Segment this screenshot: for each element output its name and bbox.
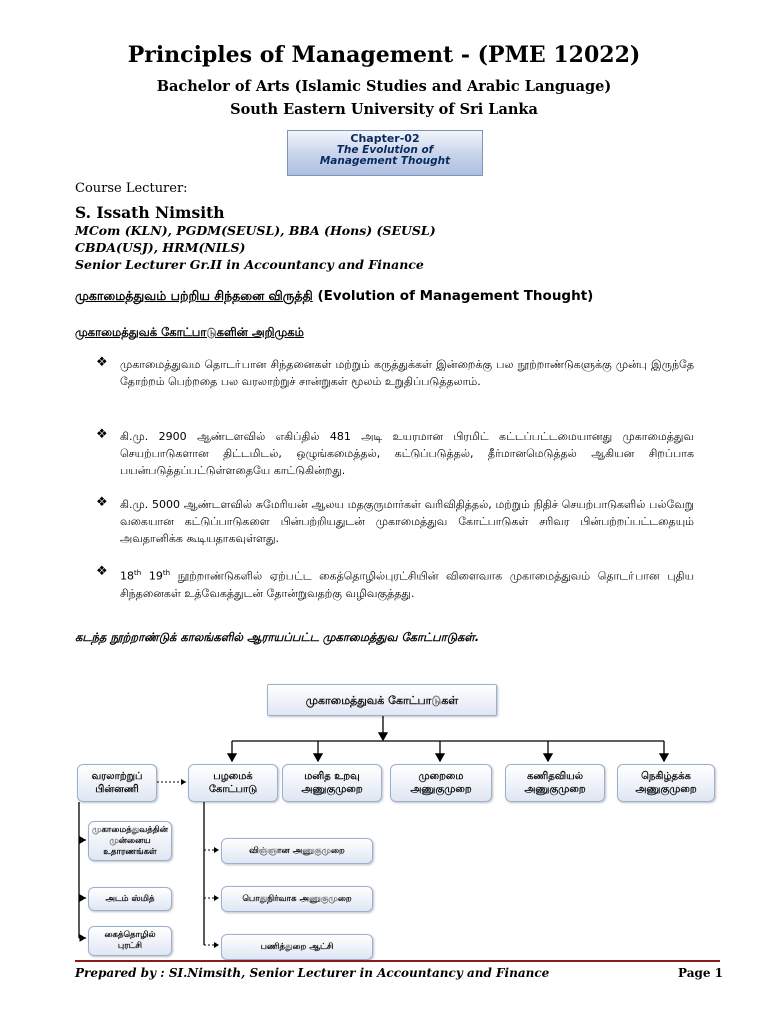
- century-18: 18: [120, 569, 134, 583]
- university-subtitle: South Eastern University of Sri Lanka: [230, 101, 538, 118]
- footer-page-number: Page 1: [678, 966, 724, 980]
- chapter-title-line2: Management Thought: [319, 155, 451, 167]
- node-administrative-approach: பொதுநிர்வாக அணுகுமுறை: [221, 886, 373, 912]
- node-early-examples: முகாமைத்துவத்தின் முன்னைய உதாரணங்கள்: [88, 821, 172, 861]
- node-industrial-revolution: கைத்தொழில் புரட்சி: [88, 926, 172, 956]
- chapter-label: Chapter-02: [350, 132, 420, 145]
- node-adam-smith: அடம் ஸ்மித்: [88, 887, 172, 911]
- lecturer-position: Senior Lecturer Gr.II in Accountancy and Finance: [75, 257, 424, 272]
- bullet-paragraph: முகாமைத்துவம தொடா்பான சிந்தனைகள் மற்றும் கருத்துக்கள் இன்றைக்கு பல நூற்றாண்டுகளுக்கு முன்பு இருந்தே தோற்றம் பெற்றதை பல வரலாற்றுச் சான்றுகள் மூலம் உறுதிப்படுத்தலாம்.: [120, 358, 694, 388]
- century-18-suffix: th: [134, 569, 142, 577]
- section-title-english: (Evolution of Management Thought): [317, 288, 594, 304]
- lecturer-label: Course Lecturer:: [75, 181, 188, 196]
- node-quantitative-approach: கணிதவியல் அணுகுமுறை: [505, 764, 605, 802]
- bullet-paragraph: கி.மு. 5000 ஆண்டளவில் சுமேரியன் ஆலய மதகுருமார்கள் வரிவிதித்தல், மற்றும் நிதிச் செயற்பாடுகளில் பல்வேறு வகையான கட்டுப்பாடுகளை பின்பற்றியதுடன் முகாமைத்துவ கோட்பாடுகள் சரிவர பின்பற்றப்பட்டதையும் அவதானிக்க கூடியதாகவுள்ளது.: [120, 498, 694, 545]
- degree-subtitle: Bachelor of Arts (Islamic Studies and Arabic Language): [156, 78, 612, 95]
- node-contingency-approach: நெகிழ்தக்க அணுகுமுறை: [617, 764, 715, 802]
- footer-prepared-by: Prepared by : SI.Nimsith, Senior Lecturer in Accountancy and Finance: [75, 966, 550, 980]
- chapter-title-line1: The Evolution of: [336, 144, 434, 156]
- lecturer-name: S. Issath Nimsith: [75, 203, 225, 222]
- node-management-theories: முகாமைத்துவக் கோட்பாடுகள்: [267, 684, 497, 716]
- lecturer-qualifications-2: CBDA(USJ), HRM(NILS): [75, 240, 246, 255]
- node-scientific-approach: விஞ்ஞான அணுகுமுறை: [221, 838, 373, 864]
- diagram-heading: கடந்த நூற்றாண்டுக் காலங்களில் ஆராயப்பட்ட முகாமைத்துவ கோட்பாடுகள்.: [75, 630, 480, 644]
- node-human-relations: மனித உறவு அணுகுமுறை: [282, 764, 382, 802]
- bullet-icon: ❖: [96, 495, 108, 510]
- node-bureaucracy: பணித்துறை ஆட்சி: [221, 934, 373, 960]
- bullet-paragraph: கி.மு. 2900 ஆண்டளவில் எகிப்தில் 481 அடி உயரமான பிரமிட் கட்டப்பட்டமையானது முகாமைத்துவ செயற்பாடுகளான திட்டமிடல், ஒழுங்கமைத்தல், கட்டுப்படுத்தல், தீர்மானமெடுத்தல் ஆகியன சிறப்பாக பயன்படுத்தப்பட்டுள்ளதையே காட்டுகின்றது.: [120, 430, 694, 477]
- century-19-suffix: th: [162, 569, 171, 577]
- node-systems-approach: முறைமை அணுகுமுறை: [390, 764, 492, 802]
- section-title-tamil: முகாமைத்துவம் பற்றிய சிந்தனை விருத்தி: [75, 288, 313, 303]
- bullet-icon: ❖: [96, 427, 108, 442]
- century-19: 19: [148, 569, 163, 583]
- lecturer-qualifications-1: MCom (KLN), PGDM(SEUSL), BBA (Hons) (SEUSL): [75, 223, 436, 238]
- footer-divider: [75, 960, 720, 962]
- node-historical-background: வரலாற்றுப் பின்னணி: [77, 764, 157, 802]
- bullet-4-text: நூற்றாண்டுகளில் ஏற்பட்ட கைத்தொழில்புரட்சியின் விளைவாக முகாமைத்துவம் தொடா்பான புதிய சிந்தனைகள் உத்வேகத்துடன் தோன்றுவதற்கு வழிவகுத்தது.: [120, 569, 695, 600]
- bullet-icon: ❖: [96, 564, 108, 579]
- document-title: Principles of Management - (PME 12022): [127, 42, 641, 68]
- section-subheading: முகாமைத்துவக் கோட்பாடுகளின் அறிமுகம்: [75, 325, 304, 339]
- bullet-icon: ❖: [96, 355, 108, 370]
- node-classical-theory: பழமைக் கோட்பாடு: [188, 764, 278, 802]
